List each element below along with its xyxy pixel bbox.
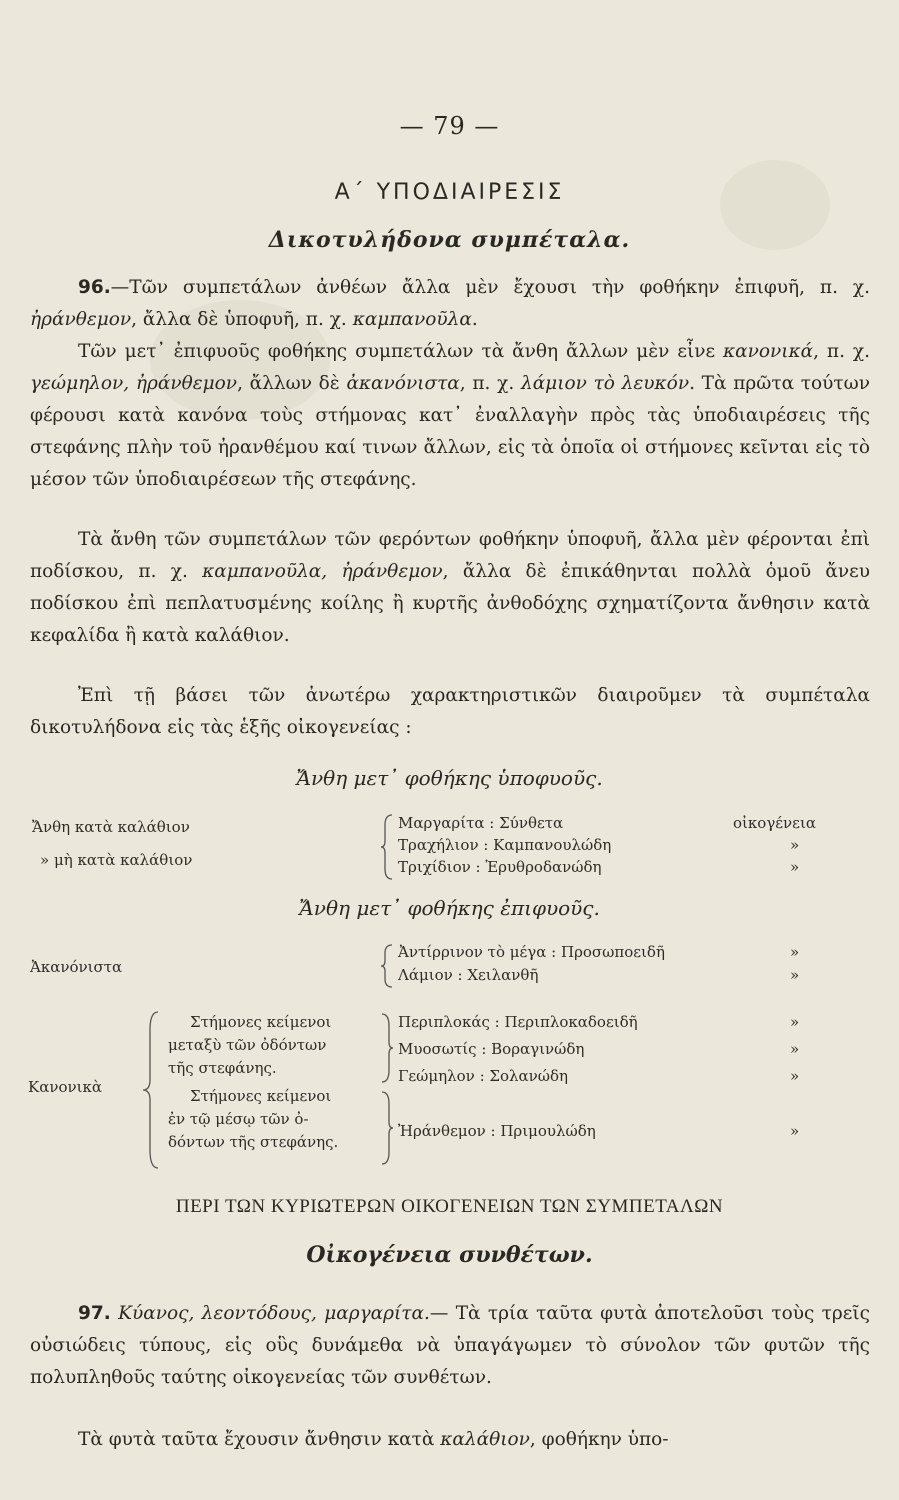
table1-row-3-suffix: »	[790, 858, 800, 876]
group1-line-1: Στήμονες κείμενοι	[190, 1013, 332, 1031]
table2-row-b3-suffix: »	[790, 1067, 800, 1085]
text: , ἄλλα δὲ ὑποφυῆ, π. χ.	[131, 309, 353, 330]
text: . Τὰ πρῶτα τούτων φέρουσι κατὰ κανόνα τοὺς στήμονας κατ᾽ ἐναλλαγὴν πρὸς τὰς ὑποδιαιρέσεις τῆς στεφάνης πλὴν τοῦ ἠρανθέμου καί τινων ἄλλων, εἰς τὰ ὁποῖα οἱ στήμονες κεῖνται εἰς τὸ μέσον τῶν ὑποδιαιρέσεων τῆς στεφάνης.	[30, 373, 870, 490]
paragraph-3	[30, 524, 870, 652]
table2-row-a1: Ἀντίρρινον τὸ μέγα : Προσωποειδῆ	[398, 943, 665, 961]
italic-text: ἀκανόνιστα	[346, 373, 460, 394]
group1-line-3: τῆς στεφάνης.	[168, 1059, 277, 1077]
brace-icon	[380, 1090, 394, 1166]
text: Τὰ φυτὰ ταῦτα ἔχουσιν ἄνθησιν κατὰ	[78, 1429, 441, 1450]
italic-text: ἠράνθεμον	[30, 309, 132, 330]
section-heading: Α΄ ΥΠΟΔΙΑΙΡΕΣΙΣ	[334, 180, 565, 205]
text: Τῶν μετ᾽ ἐπιφυοῦς φοθήκης συμπετάλων τὰ ἄνθη ἄλλων μὲν εἶνε	[78, 341, 723, 362]
family-heading: Οἰκογένεια συνθέτων.	[306, 1242, 593, 1268]
chapter-heading: ΠΕΡΙ ΤΩΝ ΚΥΡΙΩΤΕΡΩΝ ΟΙΚΟΓΕΝΕΙΩΝ ΤΩΝ ΣΥΜΠΕΤΑΛΩΝ	[175, 1196, 724, 1217]
table2-row-a2-suffix: »	[790, 966, 800, 984]
paragraph-97	[30, 1298, 870, 1394]
table2-row-a1-suffix: »	[790, 943, 800, 961]
table2-row-b1: Περιπλοκάς : Περιπλοκαδοειδῆ	[398, 1013, 638, 1031]
text: Τὰ ἄνθη τῶν συμπετάλων τῶν φερόντων φοθήκην ὑποφυῆ, ἄλλα μὲν φέρονται ἐπὶ ποδίσκου, π. χ.	[30, 529, 870, 582]
text: , φοθήκην ὑπο-	[529, 1429, 669, 1450]
italic-text: καλάθιον	[440, 1429, 530, 1450]
text: — Τὰ τρία ταῦτα φυτὰ ἀποτελοῦσι τοὺς τρεῖς οὐσιώδεις τύπους, εἰς οὓς δυνάμεθα νὰ ὑπαγάγωμεν τὸ σύνολον τῶν φυτῶν τῆς πολυπληθοῦς ταύτης οἰκογενείας τῶν συνθέτων.	[30, 1303, 870, 1388]
table1-left-2: » μὴ κατὰ καλάθιον	[40, 851, 193, 869]
table1-row-2-suffix: »	[790, 836, 800, 854]
table2-row-b1-suffix: »	[790, 1013, 800, 1031]
paragraph-number: 97.	[78, 1303, 111, 1324]
text: —Τῶν συμπετάλων ἀνθέων ἄλλα μὲν ἔχουσι τὴν φοθήκην ἐπιφυῆ, π. χ.	[110, 277, 870, 298]
table1-row-3: Τριχίδιον : Ἐρυθροδανώδη	[398, 858, 602, 876]
brace-icon	[380, 813, 394, 881]
brace-icon	[380, 1012, 394, 1084]
table2-row-b2: Μυοσωτίς : Βοραγινώδη	[398, 1040, 585, 1058]
table2-row-c: Ἠράνθεμον : Πριμουλώδη	[398, 1122, 596, 1140]
group2-line-3: δόντων τῆς στεφάνης.	[168, 1133, 339, 1151]
italic-text: καμπανοῦλα	[352, 309, 472, 330]
text: , π. χ.	[813, 341, 870, 362]
text: , ἄλλα δὲ ἐπικάθηνται πολλὰ ὁμοῦ ἄνευ ποδίσκου ἐπὶ πεπλατυσμένης κοίλης ἢ κυρτῆς ἀνθοδόχης σχηματίζοντα ἄνθησιν κατὰ κεφαλίδα ἢ κατὰ καλάθιον.	[30, 561, 870, 646]
text: , ἄλλων δὲ	[237, 373, 347, 394]
table1-left-1: Ἄνθη κατὰ καλάθιον	[32, 818, 190, 836]
group2-line-2: ἐν τῷ μέσῳ τῶν ὀ-	[168, 1110, 309, 1128]
text: .	[471, 309, 478, 330]
italic-text: καμπανοῦλα, ἠράνθεμον	[202, 561, 443, 582]
paragraph-2	[30, 336, 870, 496]
kanonika-label: Κανονικὰ	[28, 1078, 102, 1096]
table2-row-a2: Λάμιον : Χειλανθῆ	[398, 966, 539, 984]
italic-text: λάμιον τὸ λευκόν	[520, 373, 690, 394]
paragraph-number: 96.	[78, 277, 111, 298]
brace-icon	[380, 943, 394, 989]
table2-row-c-suffix: »	[790, 1122, 800, 1140]
table2-row-b3: Γεώμηλον : Σολανώδη	[398, 1067, 569, 1085]
italic-text: κανονικά	[722, 341, 814, 362]
group2-line-1: Στήμονες κείμενοι	[190, 1087, 332, 1105]
paragraph-96	[30, 272, 870, 336]
table2-row-b2-suffix: »	[790, 1040, 800, 1058]
paragraph-4: Ἐπὶ τῇ βάσει τῶν ἀνωτέρω χαρακτηριστικῶν διαιροῦμεν τὰ συμπέταλα δικοτυλήδονα εἰς τὰς ἑξῆς οἰκογενείας :	[30, 685, 870, 738]
table1-heading: Ἄνθη μετ᾽ φοθήκης ὑποφυοῦς.	[296, 766, 603, 790]
italic-text: Κύανος, λεοντόδους, μαργαρίτα.	[118, 1303, 430, 1324]
akanonista-label: Ἀκανόνιστα	[30, 958, 123, 976]
table1-row-1-suffix: οἰκογένεια	[733, 814, 816, 832]
italic-text: γεώμηλον, ἠράνθεμον	[30, 373, 238, 394]
group1-line-2: μεταξὺ τῶν ὀδόντων	[168, 1036, 327, 1054]
text: , π. χ.	[459, 373, 521, 394]
table2-heading: Ἄνθη μετ᾽ φοθήκης ἐπιφυοῦς.	[299, 896, 600, 920]
subheading: Δικοτυλήδονα συμπέταλα.	[268, 227, 631, 253]
table1-row-2: Τραχήλιον : Καμπανουλώδη	[398, 836, 612, 854]
page-number: — 79 —	[399, 112, 500, 140]
table1-row-1: Μαργαρίτα : Σύνθετα	[398, 814, 564, 832]
brace-icon	[140, 1010, 160, 1170]
paragraph-last	[30, 1424, 870, 1456]
